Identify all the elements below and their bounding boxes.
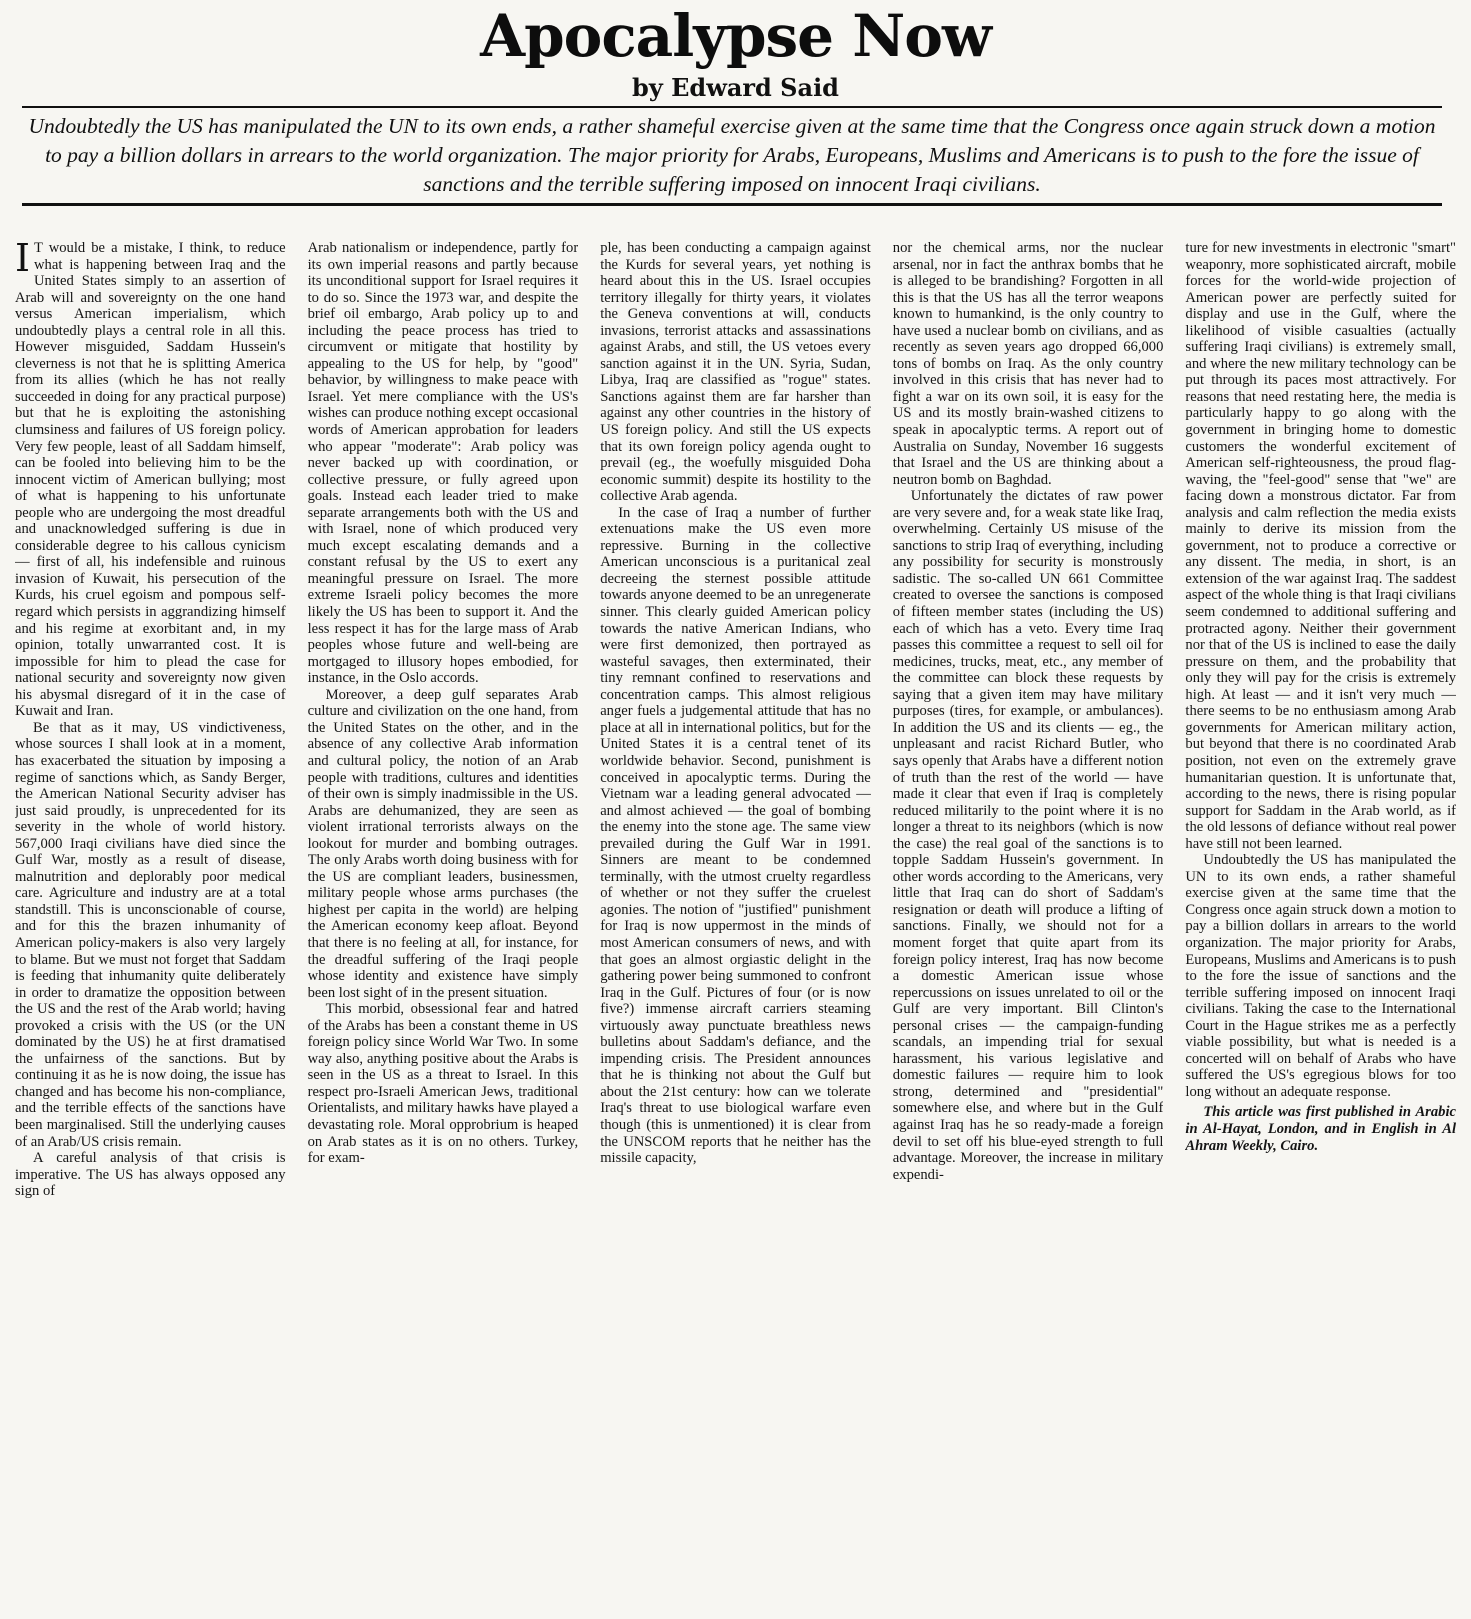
paragraph: Be that as it may, US vindictiveness, whose sources I shall look at in a moment, has exacerbated the situation by imposing a regime of sanctions which, as Sandy Berger, the American National Security adviser has just said proudly, is unprecedented for its severity in the whole of world history. 567,000 Iraqi civilians have died since the Gulf War, mostly as a result of disease, malnutrition and deplorably poor medical care. Agriculture and industry are at a total standstill. This is unconscionable of course, and for this the brazen inhumanity of American policy-makers is also very largely to blame. But we must not forget that Saddam is feeding that inhumanity quite deliberately in order to dramatize the opposition between the US and the rest of the Arab world; having provoked a crisis with the US (or the UN dominated by the US) he at first dramatised the unfairness of the sanctions. But by continuing it as he is now doing, the issue has changed and has become his non-compliance, and the terrible effects of the sanctions have been marginalised. Still the underlying causes of an Arab/US crisis remain. [15, 719, 286, 1150]
column-2 [308, 240, 579, 1602]
paragraph: nor the chemical arms, nor the nuclear arsenal, nor in fact the anthrax bombs that he is alleged to be brandishing? Forgotten in all this is that the US has all the terror weapons known to humankind, is the only country to have used a nuclear bomb on civilians, and as recently as seven years ago dropped 66,000 tons of bombs on Iraq. As the only country involved in this crisis that has never had to fight a war on its own soil, it is easy for the US and its mostly brain-washed citizens to speak in apocalyptic terms. A report out of Australia on Sunday, November 16 suggests that Israel and the US are thinking about a neutron bomb on Baghdad. [892, 240, 1164, 488]
deck-bottom-rule [22, 203, 1442, 206]
column-1 [15, 240, 286, 1602]
deck-top-rule [22, 106, 1442, 108]
column-3 [600, 240, 871, 1602]
paragraph: Undoubtedly the US has manipulated the UN to its own ends, a rather shameful exercise given at the same time that the Congress once again struck down a motion to pay a billion dollars in arrears to the world organization. The major priority for Arabs, Europeans, Muslims and Americans is to push to the fore the issue of sanctions and the terrible suffering imposed on innocent Iraqi civilians. Taking the case to the International Court in the Hague strikes me as a perfectly viable possibility, but what is needed is a concerted will on behalf of Arabs who have suffered the US's egregious blows for too long without an adequate response. [1185, 852, 1456, 1100]
paragraph: A careful analysis of that crisis is imperative. The US has always opposed any sign of [15, 1150, 286, 1200]
article-deck: Undoubtedly the US has manipulated the UN to its own ends, a rather shameful exercise given at the same time that the Congress once again struck down a motion to pay a billion dollars in arrears to the world organization. The major priority for Arabs, Europeans, Muslims and Americans is to push to the fore the issue of sanctions and the terrible suffering imposed on innocent Iraqi civilians. [28, 114, 1436, 196]
drop-cap: I [15, 240, 31, 280]
article-byline: by Edward Said [632, 73, 839, 102]
paragraph-text: T would be a mistake, I think, to reduce what is happening between Iraq and the United States simply to an assertion of Arab will and sovereignty on the one hand versus American imperialism, which undoubtedly plays a central role in all this. However misguided, Saddam Hussein's cleverness is not that he is splitting America from its allies (which he has not really succeeded in doing for any practical purpose) but that he is exploiting the astonishing clumsiness and failures of US foreign policy. Very few people, least of all Saddam himself, can be fooled into believing him to be the innocent victim of American bullying; most of what is happening to his unfortunate people who are undergoing the most dreadful and unacknowledged suffering is due in considerable degree to his callous cynicism — first of all, his indefensible and ruinous invasion of Kuwait, his persecution of the Kurds, his cruel egoism and pompous self-regard which persists in aggrandizing himself and his regime at exorbitant and, in my opinion, totally unwarranted cost. It is impossible for him to plead the case for national security and sovereignty now given his abysmal disregard of it in the case of Kuwait and Iran. [15, 240, 286, 720]
paragraph: This morbid, obsessional fear and hatred of the Arabs has been a constant theme in US foreign policy since World War Two. In some way also, anything positive about the Arabs is seen in the US as a threat to Israel. In this respect pro-Israeli American Jews, traditional Orientalists, and military hawks have played a devastating role. Moral opprobrium is heaped on Arab states as it is on no others. Turkey, for exam- [307, 1001, 579, 1167]
paragraph: In the case of Iraq a number of further extenuations make the US even more repressive. Burning in the collective American unconscious is a puritanical zeal decreeing the sternest possible attitude towards anyone deemed to be an unregenerate sinner. This clearly guided American policy towards the native American Indians, who were first demonized, then portrayed as wasteful savages, then exterminated, their tiny remnant confined to reservations and concentration camps. This almost religious anger fuels a judgemental attitude that has no place at all in international politics, but for the United States it is a central tenet of its worldwide behavior. Second, punishment is conceived in apocalyptic terms. During the Vietnam war a leading general advocated — and almost achieved — the goal of bombing the enemy into the stone age. The same view prevailed during the Gulf War in 1991. Sinners are meant to be condemned terminally, with the utmost cruelty regardless of whether or not they suffer the cruelest agonies. The notion of "justified" punishment for Iraq is now uppermost in the minds of most American consumers of news, and with that goes an almost orgiastic delight in the gathering power being summoned to confront Iraq in the Gulf. Pictures of four (or is now five?) immense aircraft carriers steaming virtuously away punctuate breathless news bulletins about Saddam's defiance, and the impending crisis. The President announces that he is thinking not about the Gulf but about the 21st century: how can we tolerate Iraq's threat to use biological warfare even though (this is unmentioned) it is clear from the UNSCOM reports that he neither has the missile capacity, [600, 504, 871, 1167]
paragraph: Unfortunately the dictates of raw power are very severe and, for a weak state like Iraq, overwhelming. Certainly US misuse of the sanctions to strip Iraq of everything, including any possibility for security is monstrously sadistic. The so-called UN 661 Committee created to oversee the sanctions is composed of fifteen member states (including the US) each of which has a veto. Every time Iraq passes this committee a request to sell oil for medicines, trucks, meat, etc., any member of the committee can block these requests by saying that a given item may have military purposes (tires, for example, or ambulances). In addition the US and its clients — eg., the unpleasant and racist Richard Butler, who says openly that Arabs have a different notion of truth than the rest of the world — have made it clear that even if Iraq is completely reduced militarily to the point where it is no longer a threat to its neighbors (which is now the case) the real goal of the sanctions is to topple Saddam Hussein's government. In other words according to the Americans, very little that Iraq can do short of Saddam's resignation or death will produce a lifting of sanctions. Finally, we should not for a moment forget that quite apart from its foreign policy interest, Iraq has now become a domestic American issue whose repercussions on issues unrelated to oil or the Gulf are very important. Bill Clinton's personal crises — the campaign-funding scandals, an impending trial for sexual harassment, his various legislative and domestic failures — require him to look strong, determined and "presidential" somewhere else, and where but in the Gulf against Iraq has he so ready-made a foreign devil to set off his blue-eyed strength to full advantage. Moreover, the increase in military expendi- [892, 488, 1164, 1183]
paragraph: ture for new investments in electronic "smart" weaponry, more sophisticated aircraft, mobile forces for the world-wide projection of American power are perfectly suited for display and use in the Gulf, where the likelihood of visible casualties (actually suffering Iraqi civilians) is extremely small, and where the new military technology can be put through its paces most attractively. For reasons that need restating here, the media is particularly happy to go along with the government in bringing home to domestic customers the wonderful excitement of American self-righteousness, the proud flag-waving, the "feel-good" sense that "we" are facing down a monstrous dictator. Far from analysis and calm reflection the media exists mainly to derive its mission from the government, not to produce a corrective or any dissent. The media, in short, is an extension of the war against Iraq. The saddest aspect of the whole thing is that Iraqi civilians seem condemned to additional suffering and protracted agony. Neither their government nor that of the US is inclined to ease the daily pressure on them, and the probability that only they will pay for the crisis is extremely high. At least — and it isn't very much — there seems to be no enthusiasm among Arab governments for American military action, but beyond that there is no coordinated Arab position, not even on the extremely grave humanitarian question. It is unfortunate that, according to the news, there is rising popular support for Saddam in the Arab world, as if the old lessons of defiance without real power have still not been learned. [1185, 240, 1456, 852]
article-headline: Apocalypse Now [480, 2, 991, 70]
paragraph [15, 240, 286, 720]
column-5 [1185, 240, 1456, 1602]
article-body [15, 240, 1456, 1602]
paragraph: Arab nationalism or independence, partly for its own imperial reasons and partly because its unconditional support for Israel requires it to do so. Since the 1973 war, and despite the brief oil embargo, Arab policy up to and including the peace process has tried to circumvent or mitigate that hostility by appealing to the US for help, by "good" behavior, by willingness to make peace with Israel. Yet mere compliance with the US's wishes can produce nothing except occasional words of American approbation for leaders who appear "moderate": Arab policy was never backed up with coordination, or collective pressure, or fully agreed upon goals. Instead each leader tried to make separate arrangements both with the US and with Israel, none of which produced very much except escalating demands and a constant refusal by the US to exert any meaningful pressure on Israel. The more extreme Israeli policy becomes the more likely the US has been to support it. And the less respect it has for the large mass of Arab peoples whose future and well-being are mortgaged to illusory hopes embodied, for instance, in the Oslo accords. [307, 240, 579, 687]
paragraph: ple, has been conducting a campaign against the Kurds for several years, yet nothing is heard about this in the US. Israel occupies territory illegally for thirty years, it violates the Geneva conventions at will, conducts invasions, terrorist attacks and assassinations against Arabs, and still, the US vetoes every sanction against it in the UN. Syria, Sudan, Libya, Iraq are classified as "rogue" states. Sanctions against them are far harsher than against any other countries in the history of US foreign policy. And still the US expects that its own foreign policy agenda ought to prevail (eg., the woefully misguided Doha economic summit) despite its hostility to the collective Arab agenda. [600, 240, 871, 505]
paragraph: Moreover, a deep gulf separates Arab culture and civilization on the one hand, from the United States on the other, and in the absence of any collective Arab information and cultural policy, the notion of an Arab people with traditions, cultures and identities of their own is simply inadmissible in the US. Arabs are dehumanized, they are seen as violent irrational terrorists always on the lookout for murder and bombing outrages. The only Arabs worth doing business with for the US are compliant leaders, businessmen, military people whose arms purchases (the highest per capita in the world) are helping the American economy keep afloat. Beyond that there is no feeling at all, for instance, for the dreadful suffering of the Iraqi people whose identity and existence have simply been lost sight of in the present situation. [307, 686, 579, 1001]
column-4 [893, 240, 1164, 1602]
publication-credit: This article was first published in Arabic in Al-Hayat, London, and in English in Al Ahram Weekly, Cairo. [1185, 1104, 1456, 1154]
